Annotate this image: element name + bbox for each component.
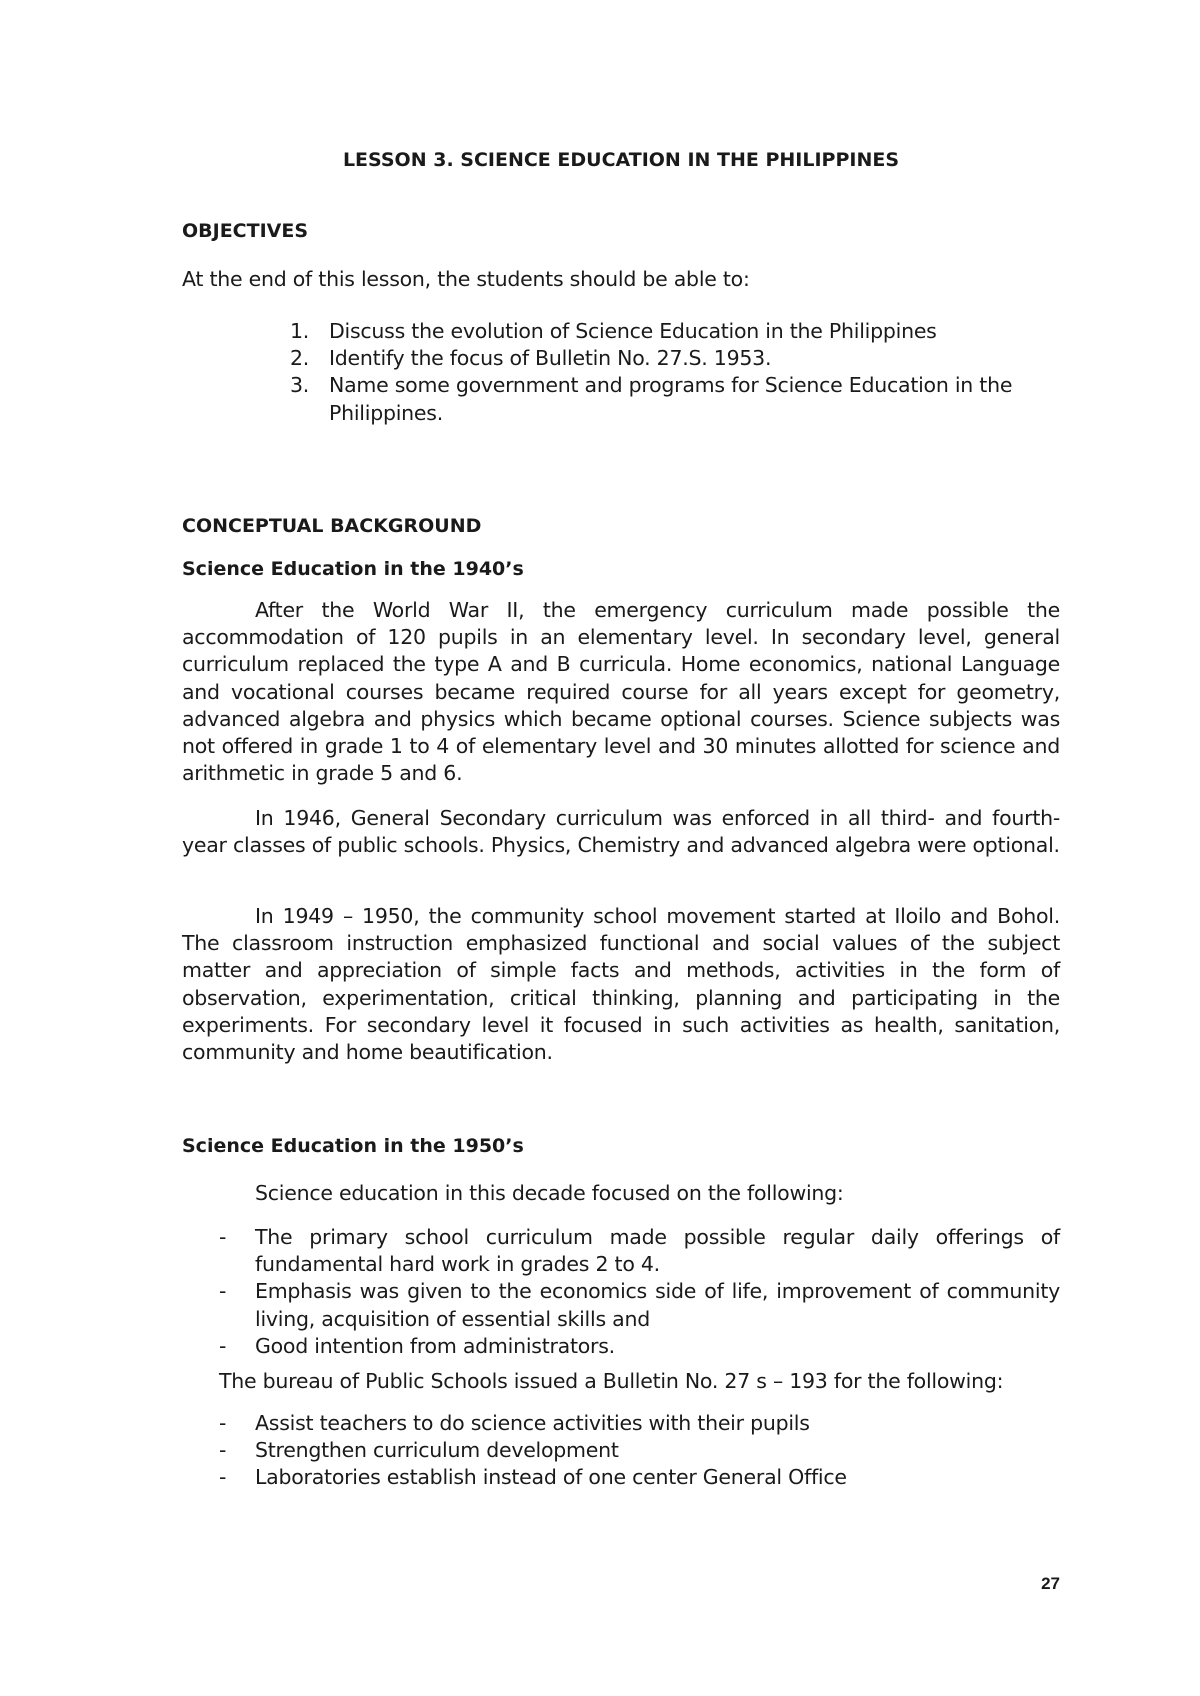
bulletin-list-block bbox=[182, 1410, 1060, 1492]
section-1940s-paragraph-3-block bbox=[182, 903, 1060, 1066]
bulletin-list-item bbox=[182, 1437, 1060, 1464]
dash-bullet: - bbox=[219, 1225, 227, 1249]
focus-list-item bbox=[182, 1224, 1060, 1278]
section-1950s-heading: Science Education in the 1950’s bbox=[182, 1135, 524, 1157]
page-number: 27 bbox=[1041, 1574, 1060, 1593]
dash-bullet: - bbox=[219, 1279, 227, 1304]
focus-item-text: Good intention from administrators. bbox=[255, 1333, 615, 1358]
section-1940s-paragraph: In 1946, General Secondary curriculum was enforced in all third- and fourth-year classes of public schools. Physics, Chemistry and advanced algebra were optional. bbox=[182, 806, 1060, 858]
focus-list-item bbox=[182, 1333, 1060, 1360]
objective-number: 2. bbox=[290, 346, 310, 371]
section-1940s-paragraph-1-block bbox=[182, 597, 1060, 787]
document-page bbox=[182, 0, 1060, 1696]
dash-bullet: - bbox=[219, 1465, 227, 1490]
conceptual-background-block bbox=[182, 514, 1060, 538]
bulletin-intro: The bureau of Public Schools issued a Bulletin No. 27 s – 193 for the following: bbox=[219, 1369, 1004, 1393]
objectives-list-block bbox=[182, 318, 1060, 427]
bulletin-intro-block bbox=[182, 1368, 1060, 1395]
section-1950s-intro: Science education in this decade focused on the following: bbox=[255, 1181, 844, 1205]
section-1950s-heading-block bbox=[182, 1134, 1060, 1158]
focus-list bbox=[182, 1224, 1060, 1360]
section-1940s-heading-block bbox=[182, 557, 1060, 581]
objective-text: Discuss the evolution of Science Education in the Philippines bbox=[329, 319, 937, 343]
focus-item-text: Emphasis was given to the economics side of life, improvement of community living, acquisition of essential skills and bbox=[255, 1279, 1060, 1331]
objectives-heading: OBJECTIVES bbox=[182, 220, 309, 242]
dash-bullet: - bbox=[219, 1333, 227, 1358]
section-1950s-intro-block bbox=[182, 1180, 1060, 1207]
objective-item bbox=[182, 318, 1060, 345]
objective-text: Identify the focus of Bulletin No. 27.S. 1953. bbox=[329, 346, 772, 371]
objective-item bbox=[182, 345, 1060, 372]
section-1940s-paragraph: In 1949 – 1950, the community school movement started at Iloilo and Bohol. The classroom instruction emphasized functional and social values of the subject matter and appreciation of simple facts and methods, activities in the form of observation, experimentation, critical thinking, planning and participating in the experiments. For secondary level it focused in such activities as health, sanitation, community and home beautification. bbox=[182, 904, 1060, 1065]
section-1940s-heading: Science Education in the 1940’s bbox=[182, 558, 524, 580]
objective-text: Name some government and programs for Science Education in the Philippines. bbox=[329, 373, 1013, 425]
dash-bullet: - bbox=[219, 1411, 227, 1435]
objectives-list bbox=[182, 318, 1060, 427]
bulletin-item-text: Laboratories establish instead of one center General Office bbox=[255, 1465, 847, 1490]
bulletin-item-text: Assist teachers to do science activities with their pupils bbox=[255, 1411, 810, 1435]
section-1940s-paragraph: After the World War II, the emergency curriculum made possible the accommodation of 120 pupils in an elementary level. In secondary level, general curriculum replaced the type A and B curricula. Home economics, national Language and vocational courses became required course for all years except for geometry, advanced algebra and physics which became optional courses. Science subjects was not offered in grade 1 to 4 of elementary level and 30 minutes allotted for science and arithmetic in grade 5 and 6. bbox=[182, 598, 1060, 786]
focus-item-text: The primary school curriculum made possible regular daily offerings of fundamental hard work in grades 2 to 4. bbox=[255, 1225, 1060, 1277]
conceptual-background-heading: CONCEPTUAL BACKGROUND bbox=[182, 515, 482, 537]
objectives-intro-block bbox=[182, 266, 1060, 293]
lesson-title: LESSON 3. SCIENCE EDUCATION IN THE PHILIPPINES bbox=[342, 149, 900, 171]
objective-number: 1. bbox=[290, 319, 310, 343]
objectives-intro: At the end of this lesson, the students should be able to: bbox=[182, 267, 750, 291]
dash-bullet: - bbox=[219, 1438, 227, 1463]
objective-number: 3. bbox=[290, 373, 310, 398]
objective-item bbox=[182, 372, 1060, 426]
bulletin-list-item bbox=[182, 1464, 1060, 1491]
objectives-section bbox=[182, 219, 1060, 243]
bulletin-list-item bbox=[182, 1410, 1060, 1437]
focus-list-block bbox=[182, 1224, 1060, 1360]
bulletin-list bbox=[182, 1410, 1060, 1492]
section-1940s-paragraph-2-block bbox=[182, 805, 1060, 859]
bulletin-item-text: Strengthen curriculum development bbox=[255, 1438, 619, 1463]
focus-list-item bbox=[182, 1278, 1060, 1332]
